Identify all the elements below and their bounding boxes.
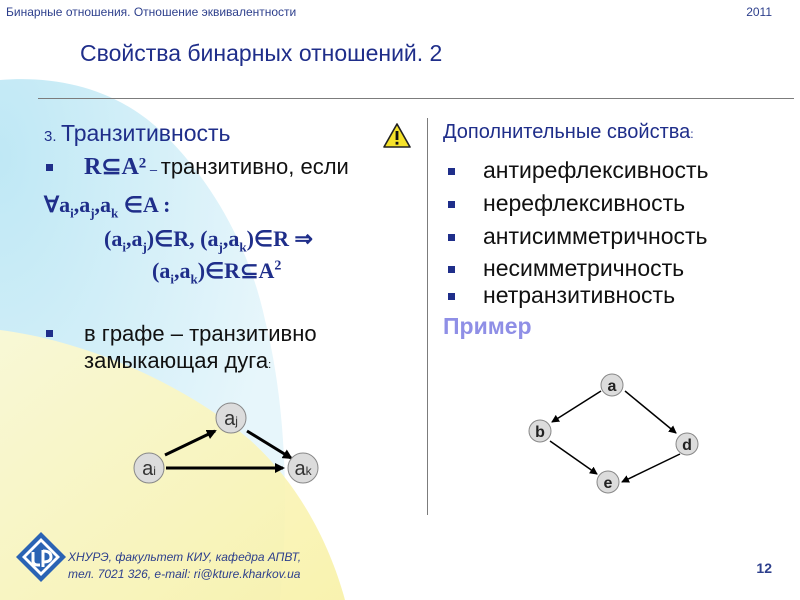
edge-d-e [622,454,680,482]
var-a: a [59,192,71,217]
page-number: 12 [756,560,772,576]
svg-text:a: a [607,378,617,395]
footer-contacts [68,549,301,583]
node-b [529,420,551,442]
bullet-marker [46,164,53,171]
footer-line-2: тел. 7021 326, e-mail: ri@kture.kharkov.ua [68,567,301,581]
sub-k: k [190,271,198,287]
property-item: нетранзитивность [483,282,676,308]
node-ak [288,453,318,483]
formula-exponent: 2 [138,155,147,172]
property-item: антисимметричность [483,223,708,249]
node-a [601,374,623,396]
slide-title: Свойства бинарных отношений. 2 [80,40,443,66]
bullet-marker [448,293,455,300]
set-membership: ∈A : [118,192,171,217]
formula-part: ,a [173,258,191,283]
edge-a-b [552,391,601,422]
definition-dash: – [146,162,161,177]
sub-j: j [218,239,223,255]
section-heading [44,120,231,147]
formula-part: ,a [222,226,240,251]
formula-part: )∈R ⇒ [246,226,313,251]
sub-i: i [70,205,74,221]
year-label: 2011 [746,5,772,19]
bullet-marker [448,168,455,175]
var-a: ,a [73,192,91,217]
formula-part: )∈R⊆A [197,258,275,283]
node-ai [134,453,164,483]
footer-line-1: ХНУРЭ, факультет КИУ, кафедра АПВТ, [68,550,302,564]
quantifier-line [44,192,170,221]
warning-triangle-icon [382,122,412,149]
section-number: 3. [44,128,57,145]
course-title: Бинарные отношения. Отношение эквивалентности [6,5,297,19]
svg-text:ai: ai [142,458,156,480]
edge-ai-aj [165,431,215,455]
example-graph [520,370,710,495]
svg-text:aj: aj [224,408,238,430]
bullet-marker [448,234,455,241]
edge-a-d [625,391,676,433]
transitive-definition [84,152,349,181]
property-item: несимметричность [483,255,685,281]
relation-formula: R⊆A [84,154,139,180]
edge-aj-ak [247,431,291,458]
title-divider [38,98,794,99]
sub-k: k [111,205,119,221]
formula-part: )∈R, (a [146,226,219,251]
formula-part: ,a [125,226,143,251]
heading-colon: : [690,127,694,141]
definition-text: транзитивно, если [160,154,349,179]
node-d [676,433,698,455]
additional-properties-heading [443,121,694,144]
heading-text: Дополнительные свойства [443,121,691,143]
university-logo [14,530,68,584]
closure-line-2: замыкающая дуга [84,348,269,373]
property-item: антирефлексивность [483,157,709,183]
transitive-graph [120,395,340,495]
node-aj [216,403,246,433]
closure-colon: : [268,359,272,371]
implication-premise [104,226,313,255]
var-a: ,a [94,192,112,217]
column-divider [427,118,428,515]
forall-symbol: ∀ [44,192,60,217]
edge-b-e [550,441,597,474]
formula-exponent: 2 [274,258,282,274]
svg-text:e: e [603,475,613,492]
formula-part: (a [152,258,171,283]
implication-conclusion [152,258,281,287]
formula-part: (a [104,226,123,251]
property-item: нерефлексивность [483,190,686,216]
bullet-marker [448,266,455,273]
svg-text:d: d [682,437,692,454]
sub-j: j [142,239,147,255]
closure-line-1: в графе – транзитивно [84,321,317,346]
node-e [597,471,619,493]
example-label: Пример [443,313,532,339]
bullet-marker [46,330,53,337]
bullet-marker [448,201,455,208]
sub-j: j [90,205,95,221]
svg-text:ak: ak [294,458,312,480]
sub-k: k [239,239,247,255]
section-name: Транзитивность [60,120,231,146]
svg-text:b: b [535,424,545,441]
graph-closure-text [84,320,317,379]
sub-i: i [122,239,126,255]
sub-i: i [170,271,174,287]
